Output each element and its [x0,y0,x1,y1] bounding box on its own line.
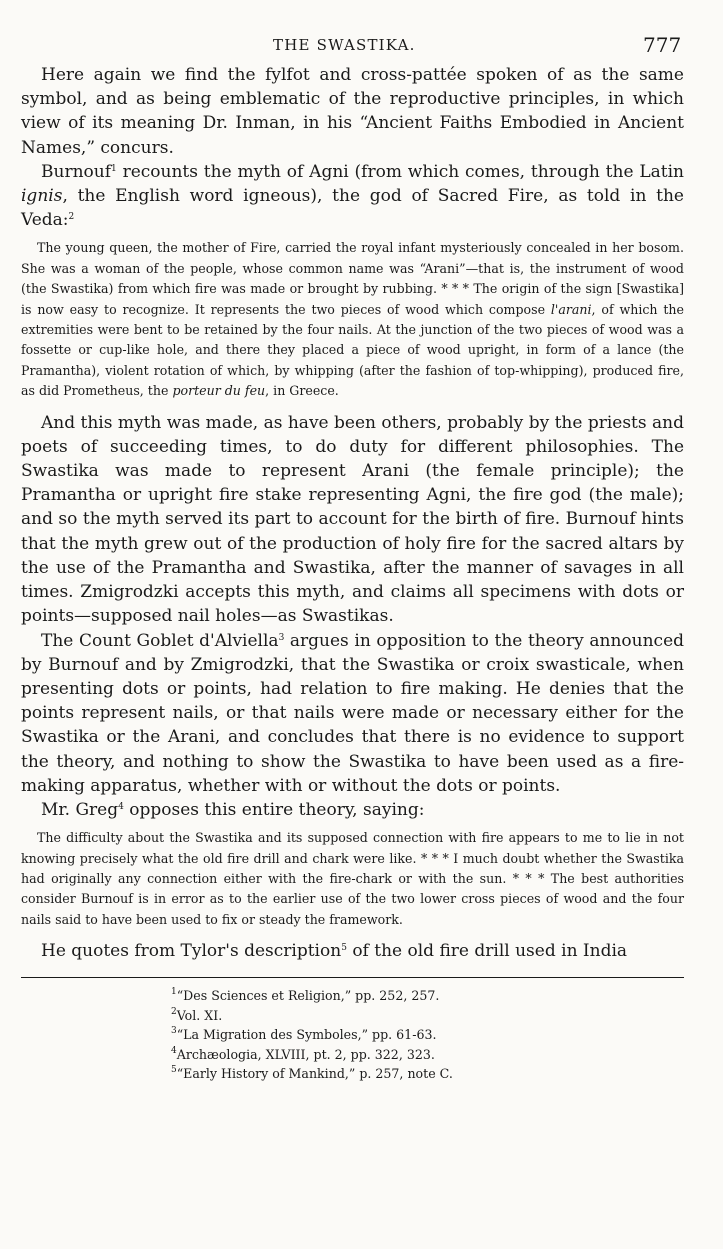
footnote-1 [171,986,684,1006]
paragraph-2 [21,160,684,233]
quote-1-part-c: , in Greece. [265,383,339,399]
footnote-ref-5: 5 [341,943,347,954]
quote-1-italic-a: l'arani [550,301,592,317]
quote-1-part-a: The young queen, the mother of Fire, carried the royal infant mysteriously concealed in her bosom. She was a woman of the people, whose common name was “Arani”—that is, the instrument of wood (the Swastika) from which fire was made or brought by rubbing. * * * The origin of the sign [Swastika] is now easy to recognize. It represents the two pieces of wood which compose [21,240,684,317]
footnote-ref-3: 3 [278,632,285,643]
footnote-text: “Des Sciences et Religion,” pp. 252, 257. [176,988,440,1004]
paragraph-5 [21,798,684,822]
block-quote-burnouf [21,238,684,401]
block-quote-greg: The difficulty about the Swastika and its supposed connection with fire appears to me to lie in not knowing precisely what the old fire drill and chark were like. * * * I much doubt whether the Swastika had originally any connection either with the fire-chark or with the sun. * * * The best authorities consider Burnouf is in error as to the earlier use of the two lower cross pieces of wood and the four nails said to have been used to fix or steady the framework. [21,830,684,927]
footnote-text: Vol. XI. [176,1007,223,1023]
body-text [21,63,684,1084]
paragraph-4-part-a: The Count Goblet d'Alviella [41,630,279,651]
footnote-ref-1: 1 [111,163,117,174]
quote-1-italic-b: porteur du feu [172,383,266,399]
footnote-2 [171,1006,684,1026]
footnote-text: “Early History of Mankind,” p. 257, note C. [176,1066,453,1082]
page-number: 777 [643,33,682,57]
footnote-number: 4 [171,1045,177,1056]
running-head: THE SWASTIKA. [273,36,416,54]
paragraph-4-part-b: argues in opposition to the theory announced by Burnouf and by Zmigrodzki, that the Swastika or croix swasticale, when presenting dots or points, had relation to fire making. He denies that the points represent nails, or that nails were made or necessary either for the Swastika or the Arani, and concludes that there is no evidence to support the theory, and nothing to show the Swastika to have been used as a fire-making apparatus, whether with or without the dots or points. [21,630,685,796]
footnote-text: “La Migration des Symboles,” pp. 61-63. [176,1027,437,1043]
paragraph-6-part-b: of the old fire drill used in India [346,941,628,962]
paragraph-5-part-b: opposes this entire theory, saying: [123,799,425,820]
paragraph-6 [21,939,684,963]
paragraph-2-italic: ignis [21,186,63,207]
paragraph-5-part-a: Mr. Greg [41,799,119,820]
paragraph-2-part-a: Burnouf [41,161,111,182]
footnote-number: 5 [171,1065,177,1076]
footnote-5 [171,1064,684,1084]
paragraph-1: Here again we find the fylfot and cross-pattée spoken of as the same symbol, and as being emblematic of the reproductive principles, in which view of its meaning Dr. Inman, in his “Ancient Faiths Embodied in Ancient Names,” concurs. [21,65,684,158]
footnote-ref-4: 4 [118,801,124,812]
paragraph-2-part-b: recounts the myth of Agni (from which comes, through the Latin [116,161,684,182]
footnote-number: 1 [171,987,177,998]
footnote-number: 3 [171,1026,177,1037]
footnote-divider [21,977,684,978]
footnote-ref-2: 2 [68,212,75,223]
quote-1-part-b: , of which the extremities were bent to be retained by the four nails. At the junction of the two pieces of wood was a fossette or cup-like hole, and there they placed a piece of wood upright, in form of a lance (the Pramantha), violent rotation of which, by whipping (after the fashion of top-whipping), produced fire, as did Prometheus, the [21,301,684,399]
footnote-number: 2 [171,1006,177,1017]
paragraph-6-part-a: He quotes from Tylor's description [41,941,342,962]
footnote-4 [171,1045,684,1065]
footnote-3 [171,1025,684,1045]
paragraph-2-part-c: , the English word igneous), the god of Sacred Fire, as told in the Veda: [21,186,684,231]
footnote-text: Archæologia, XLVIII, pt. 2, pp. 322, 323. [176,1046,435,1062]
paragraph-3: And this myth was made, as have been others, probably by the priests and poets of succeeding times, to do duty for different philosophies. The Swastika was made to represent Arani (the female principle); the Pramantha or upright fire stake representing Agni, the fire god (the male); and so the myth served its part to account for the birth of fire. Burnouf hints that the myth grew out of the production of holy fire for the sacred altars by the use of the Pramantha and Swastika, after the manner of savages in all times. Zmigrodzki accepts this myth, and claims all specimens with dots or points—supposed nail holes—as Swastikas. [21,412,684,627]
page-header [0,33,723,59]
paragraph-4 [21,629,684,798]
footnotes [21,986,684,1084]
